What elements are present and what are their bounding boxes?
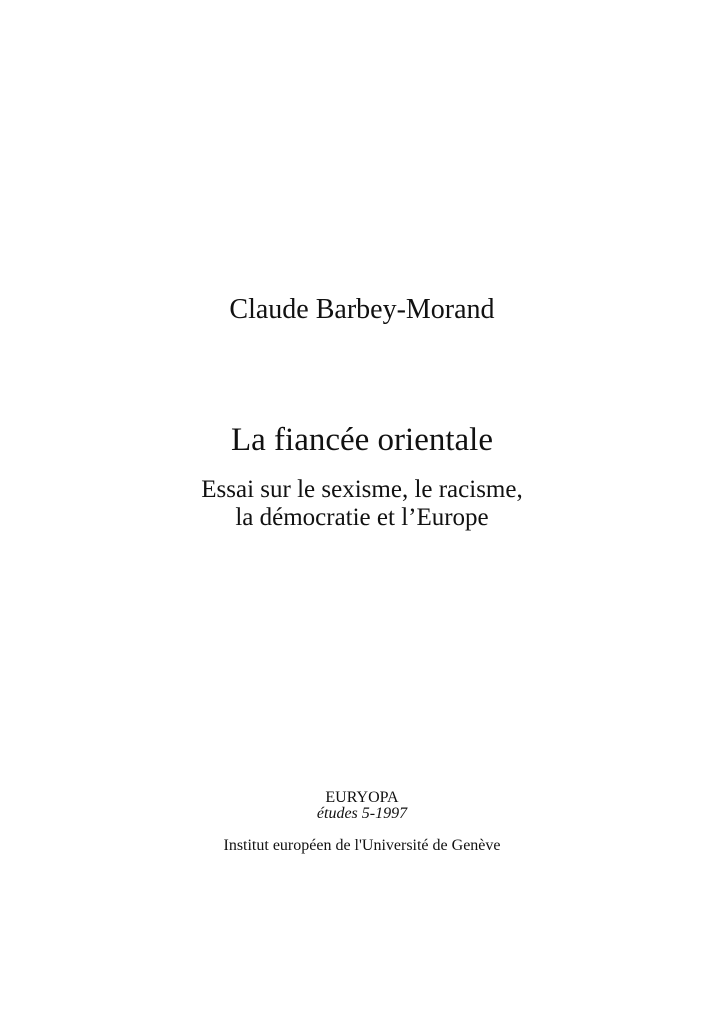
book-title: La fiancée orientale [231, 422, 493, 458]
series-name: EURYOPA [325, 789, 399, 806]
subtitle-line-1: Essai sur le sexisme, le racisme, [201, 476, 523, 503]
publisher-institute: Institut européen de l'Université de Genève [223, 837, 501, 854]
author-name: Claude Barbey-Morand [229, 294, 495, 325]
series-issue: études 5-1997 [316, 805, 408, 822]
subtitle-line-2: la démocratie et l’Europe [235, 504, 489, 531]
